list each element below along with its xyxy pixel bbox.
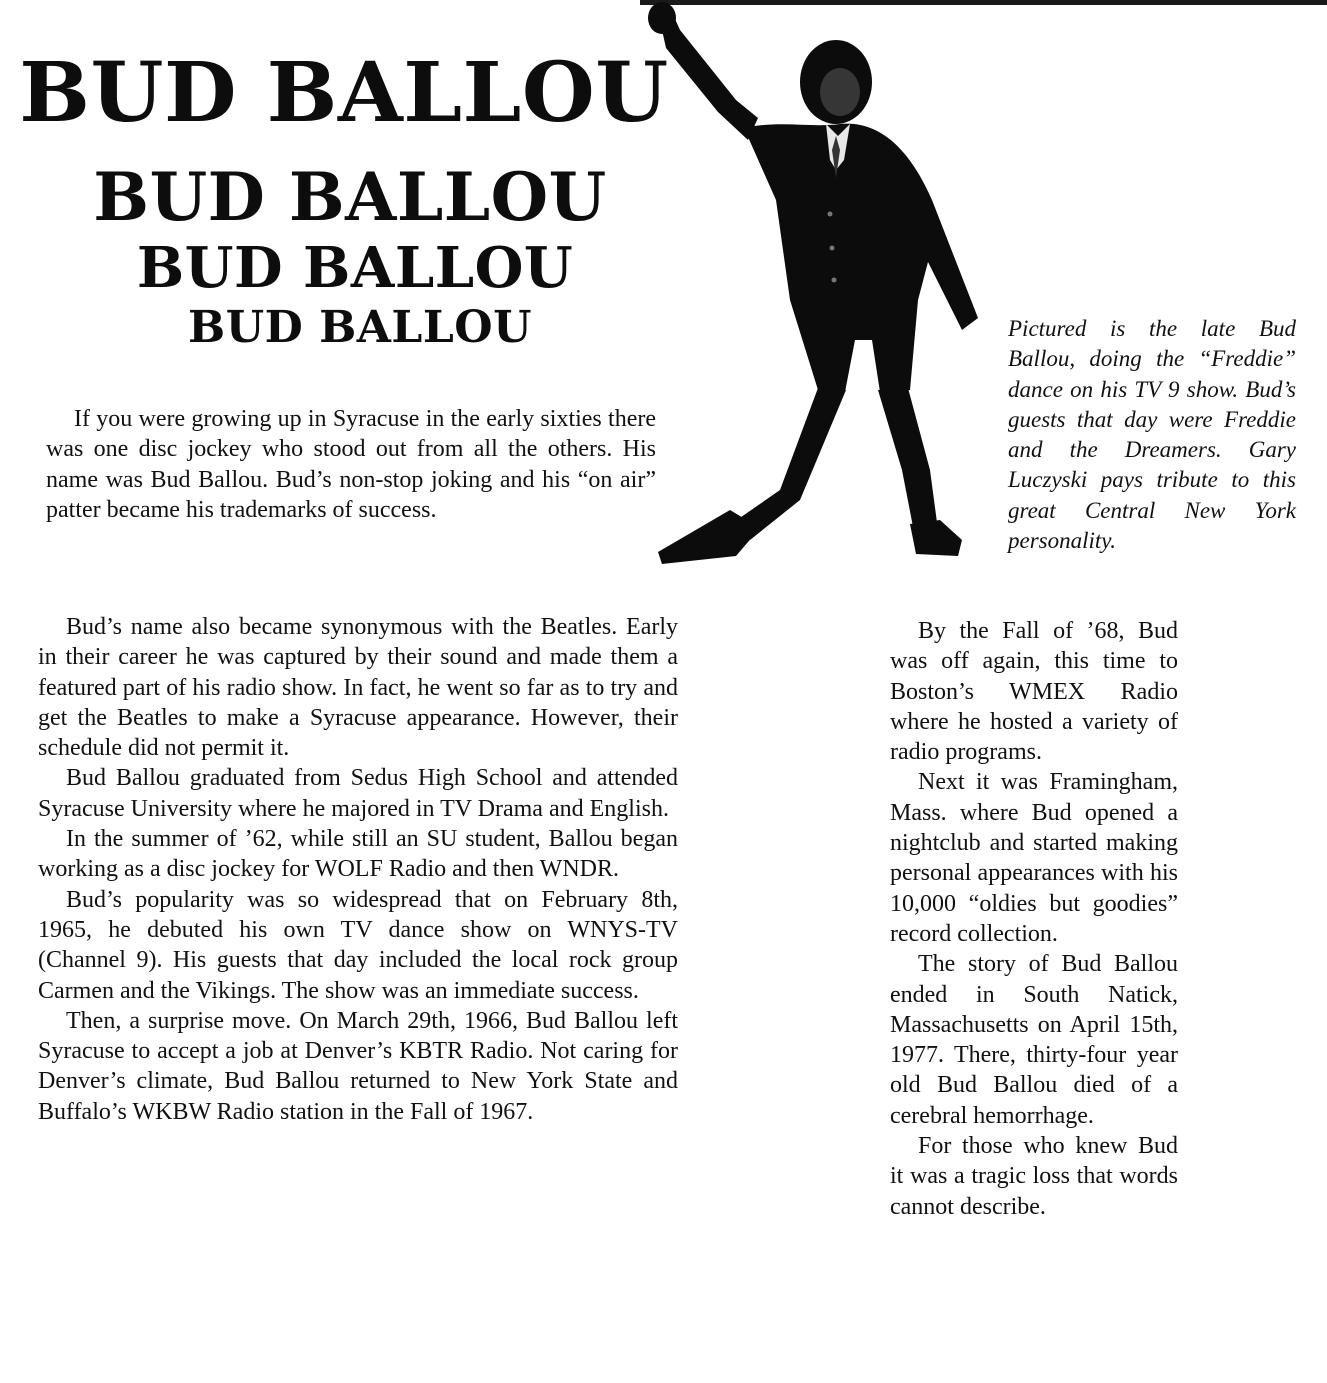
- right-paragraph-2: Next it was Framingham, Mass. where Bud opened a nightclub and started making personal appearances with his 10,000 “oldies but goodies” record collection.: [890, 769, 1178, 947]
- main-paragraph-3: In the summer of ’62, while still an SU student, Ballou began working as a disc jockey for WOLF Radio and then WNDR.: [38, 826, 678, 883]
- main-paragraph-2: Bud Ballou graduated from Sedus High School and attended Syracuse University where he majored in TV Drama and English.: [38, 765, 678, 822]
- main-paragraph-4: Bud’s popularity was so widespread that on February 8th, 1965, he debuted his own TV dance show on WNYS-TV (Channel 9). His guests that day included the local rock group Carmen and the Vikings. The show was an immediate success.: [38, 886, 678, 1004]
- dancing-man-photo: [640, 0, 1000, 570]
- main-paragraph-5: Then, a surprise move. On March 29th, 1966, Bud Ballou left Syracuse to accept a job at Denver’s KBTR Radio. Not caring for Denver’s climate, Bud Ballou returned to New York State and Buffalo’s WKBW Radio station in the Fall of 1967.: [38, 1007, 678, 1125]
- right-paragraph-4: For those who knew Bud it was a tragic loss that words cannot describe.: [890, 1133, 1178, 1220]
- headline-line-3: BUD BALLOU: [136, 235, 574, 301]
- headline-line-2: BUD BALLOU: [93, 158, 607, 236]
- headline-line-1: BUD BALLOU: [19, 45, 669, 141]
- main-column: [38, 612, 678, 1127]
- headline-line-4: BUD BALLOU: [188, 302, 532, 353]
- intro-paragraph-block: [46, 404, 656, 525]
- right-paragraph-1: By the Fall of ’68, Bud was off again, this time to Boston’s WMEX Radio where he hosted a variety of radio programs.: [890, 618, 1178, 766]
- photo-caption: [1008, 314, 1296, 556]
- right-column: [890, 616, 1178, 1222]
- right-paragraph-3: The story of Bud Ballou ended in South Natick, Massachusetts on April 15th, 1977. There, thirty-four year old Bud Ballou died of a cerebral hemorrhage.: [890, 951, 1178, 1129]
- intro-paragraph: If you were growing up in Syracuse in the early sixties there was one disc jockey who stood out from all the others. His name was Bud Ballou. Bud’s non-stop joking and his “on air” patter became his trademarks of success.: [46, 406, 656, 523]
- main-paragraph-1: Bud’s name also became synonymous with the Beatles. Early in their career he was captured by their sound and made them a featured part of his radio show. In fact, he went so far as to try and get the Beatles to make a Syracuse appearance. However, their schedule did not permit it.: [38, 614, 678, 762]
- photo-caption-text: Pictured is the late Bud Ballou, doing the “Freddie” dance on his TV 9 show. Bud’s guests that day were Freddie and the Dreamers. Gary Luczyski pays tribute to this great Central New York personality.: [1008, 316, 1296, 554]
